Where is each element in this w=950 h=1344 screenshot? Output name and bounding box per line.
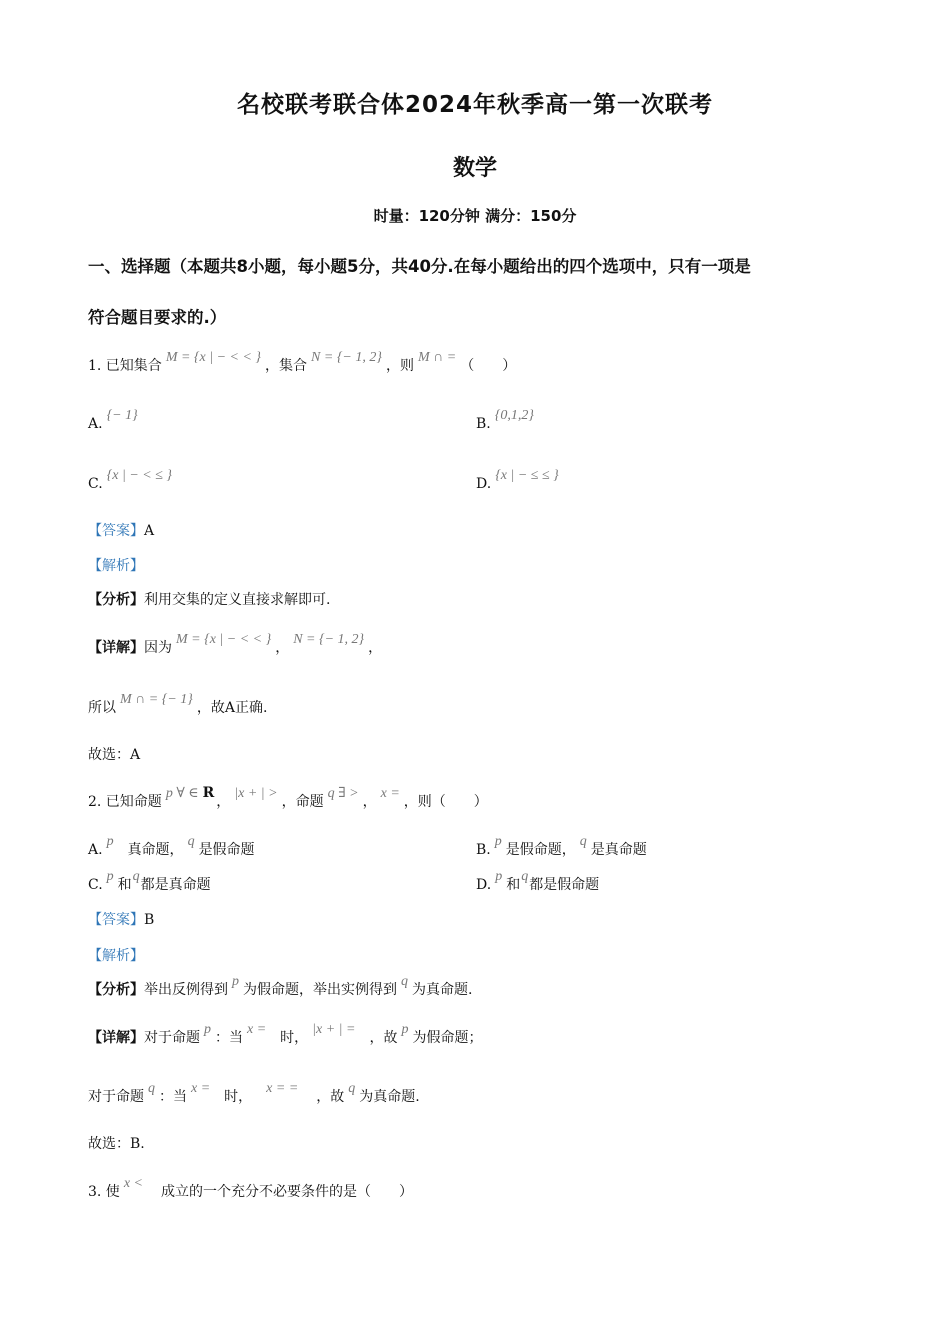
q2-line2-q2: q [348, 1081, 356, 1096]
q1-stem [88, 350, 517, 377]
q2-option-c-q: q [132, 869, 140, 884]
q2-option-c-text: 都是真命题 [140, 877, 211, 893]
q2-option-c-label: C. [88, 877, 103, 893]
q1-math-intersection: M ∩ = [417, 350, 457, 365]
q2-line2-text-c: 时， [224, 1089, 253, 1105]
q1-option-b-math: {0,1,2} [494, 408, 534, 423]
q3-stem [88, 1176, 413, 1203]
q1-option-d [476, 468, 563, 495]
q2-line2-text-e: 为真命题. [359, 1089, 420, 1105]
q2-detail-tag: 【详解】 [88, 1030, 144, 1046]
q2-stem-text-c: ，则（ ） [403, 794, 488, 810]
q1-detail-text-a: 因为 [144, 640, 172, 656]
q2-detail-text-b: ：当 [215, 1030, 243, 1046]
q1-detail-math-m: M = {x | − < < } [176, 632, 272, 647]
subject-title: 数学 [452, 156, 497, 181]
q2-detail-text-d: ，故 [369, 1030, 398, 1046]
q2-detail-text-a: 对于命题 [144, 1030, 200, 1046]
q2-comma-2: ， [362, 794, 377, 810]
q2-detail-line1 [88, 1022, 483, 1049]
q2-option-c-p: p [106, 869, 114, 884]
q1-stem-paren: （ ） [460, 358, 517, 374]
q1-option-a [88, 408, 142, 435]
q2-answer [88, 910, 154, 930]
exam-meta: 时量：120分钟 满分：150分 [373, 207, 577, 225]
q1-option-d-math: {x | − ≤ ≤ } [495, 468, 559, 483]
q2-fenxi-text-a: 举出反例得到 [144, 982, 228, 998]
q2-option-b-q: q [579, 834, 587, 849]
q2-line2-x: x = [191, 1081, 211, 1096]
q1-fenxi-text: 利用交集的定义直接求解即可. [144, 592, 331, 608]
q1-math-set-n: N = {− 1, 2} [311, 350, 382, 365]
q2-option-a-p: p [106, 834, 114, 849]
q2-real-set: R [202, 785, 215, 801]
q2-stem-text-a: 2. 已知命题 [88, 794, 162, 810]
q2-option-a-text2: 是假命题 [198, 842, 255, 858]
q1-option-d-label: D. [476, 476, 492, 492]
q1-fenxi [88, 590, 330, 610]
q1-option-c-math: {x | − < ≤ } [106, 468, 173, 483]
q2-detail-text-c: 时， [280, 1030, 309, 1046]
q2-option-d [476, 869, 600, 896]
q2-option-d-q: q [521, 869, 529, 884]
q3-stem-text-a: 3. 使 [88, 1184, 120, 1200]
q2-comma-1: ， [216, 794, 231, 810]
q2-option-a [88, 834, 255, 861]
q2-math-abs: |x + | > [234, 786, 278, 801]
q1-detail-tag: 【详解】 [88, 640, 144, 656]
q1-fenxi-tag: 【分析】 [88, 592, 144, 608]
q2-stem-text-b: ，命题 [281, 794, 324, 810]
q2-option-d-p: p [495, 869, 503, 884]
q2-line2-eq: x = = [266, 1081, 299, 1096]
q2-option-b-label: B. [476, 842, 491, 858]
q1-detail-math-n: N = {− 1, 2} [293, 632, 365, 647]
q2-line2-text-d: ，故 [316, 1089, 345, 1105]
q2-fenxi-tag: 【分析】 [88, 982, 144, 998]
q2-detail-p2: p [401, 1022, 409, 1037]
q2-detail-abs: |x + | = [312, 1022, 356, 1037]
q3-math: x < [123, 1176, 143, 1191]
exam-title: 名校联考联合体2024年秋季高一第一次联考 [236, 92, 713, 118]
q1-option-b-label: B. [476, 416, 491, 432]
q1-answer-value: A [144, 523, 155, 539]
section-heading-line1: 一、选择题（本题共8小题，每小题5分，共40分.在每小题给出的四个选项中，只有一项是 [88, 257, 751, 276]
q1-answer [88, 521, 154, 541]
q2-option-b-p: p [494, 834, 502, 849]
q1-conclusion [88, 692, 268, 719]
q2-detail-text-e: 为假命题； [412, 1030, 483, 1046]
q3-stem-text-b: 成立的一个充分不必要条件的是（ ） [160, 1184, 413, 1200]
q2-option-c-and: 和 [117, 877, 132, 893]
q2-option-b-text: 是假命题， [505, 842, 576, 858]
q2-detail-p: p [204, 1022, 211, 1037]
q2-math-p: p ∀ ∈ [165, 786, 199, 801]
q1-option-a-label: A. [88, 416, 103, 432]
q2-line2-text-a: 对于命题 [88, 1089, 144, 1105]
q2-option-b [476, 834, 647, 861]
q1-option-b [476, 408, 538, 435]
q1-math-set-m: M = {x | − < < } [165, 350, 262, 365]
q1-stem-text-b: ，集合 [265, 358, 308, 374]
q2-math-eq: x = [380, 786, 400, 801]
q2-line2-text-b: ：当 [159, 1089, 187, 1105]
q1-stem-text-a: 1. 已知集合 [88, 358, 162, 374]
q2-option-b-text2: 是真命题 [590, 842, 647, 858]
q1-conclusion-text-b: ，故A正确. [196, 700, 268, 716]
q2-stem [88, 785, 488, 813]
q1-analysis-tag: 【解析】 [88, 558, 144, 574]
q2-option-d-and: 和 [506, 877, 521, 893]
q1-answer-tag: 【答案】 [88, 523, 144, 539]
q1-conclusion-text-a: 所以 [88, 700, 116, 716]
q1-stem-text-c: ，则 [385, 358, 414, 374]
q2-choose: 故选：B. [88, 1136, 145, 1152]
q2-option-a-q: q [187, 834, 195, 849]
q2-fenxi-q: q [401, 974, 408, 989]
q2-answer-value: B [144, 912, 155, 928]
q2-detail-line2 [88, 1081, 420, 1108]
q2-fenxi [88, 974, 473, 1001]
q1-option-c [88, 468, 176, 495]
q2-analysis-tag: 【解析】 [88, 948, 144, 964]
q1-choose: 故选：A [88, 747, 141, 763]
section-heading-line2: 符合题目要求的.） [88, 308, 227, 327]
q2-option-d-text: 都是假命题 [529, 877, 600, 893]
q1-detail-end: ， [368, 640, 383, 656]
q2-answer-tag: 【答案】 [88, 912, 144, 928]
q2-fenxi-text-c: 为真命题. [412, 982, 473, 998]
q2-math-q: q ∃ > [327, 786, 359, 801]
q1-option-c-label: C. [88, 476, 103, 492]
q2-line2-q: q [148, 1081, 155, 1096]
q2-fenxi-p: p [232, 974, 239, 989]
q1-detail [88, 632, 383, 659]
q1-detail-sep: ， [275, 640, 290, 656]
q1-option-a-math: {− 1} [106, 408, 138, 423]
q2-option-d-label: D. [476, 877, 492, 893]
q2-fenxi-text-b: 为假命题，举出实例得到 [243, 982, 397, 998]
q2-option-a-text: 真命题， [127, 842, 184, 858]
q2-detail-x: x = [247, 1022, 267, 1037]
q2-option-a-label: A. [88, 842, 103, 858]
q2-option-c [88, 869, 211, 896]
q1-conclusion-math: M ∩ = {− 1} [120, 692, 193, 707]
